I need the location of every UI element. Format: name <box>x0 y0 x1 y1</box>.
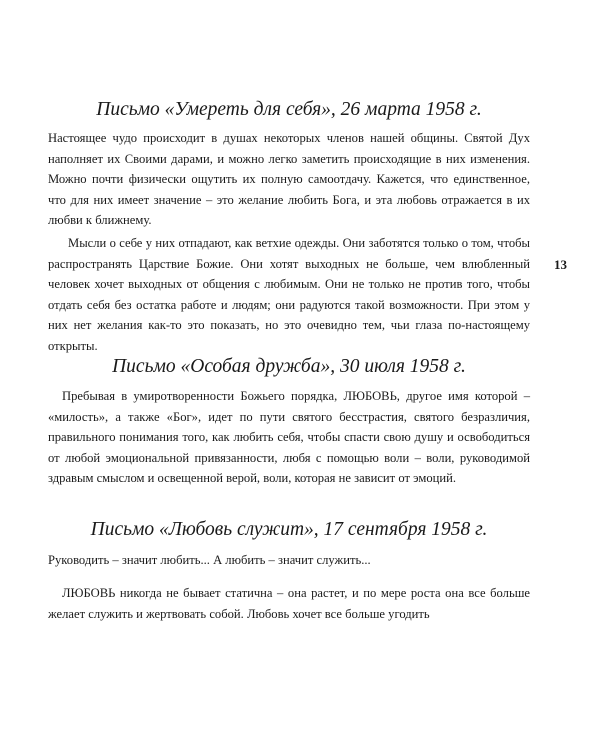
section-1-heading: Письмо «Умереть для себя», 26 марта 1958 г. <box>96 99 482 120</box>
section-1-paragraph-1: Настоящее чудо происходит в душах некоторых членов нашей общины. Святой Дух наполняет их Своими дарами, и можно легко заметить происходящие в них изменения. Можно почти физически ощутить их полную самоотдачу. Кажется, что единственное, что для них имеет значение – это желание любить Бога, и эта любовь отражается в их любви к ближнему. <box>48 131 530 227</box>
page-number: 13 <box>554 257 567 272</box>
section-3-paragraph-2: ЛЮБОВЬ никогда не бывает статична – она растет, и по мере роста она все больше желает служить и жертвовать собой. Любовь хочет все больше угодить <box>48 586 530 621</box>
section-3-heading: Письмо «Любовь служит», 17 сентября 1958 г. <box>90 519 488 540</box>
section-2-paragraph-1: Пребывая в умиротворенности Божьего порядка, ЛЮБОВЬ, другое имя которой – «милость», а также «Бог», идет по пути святого бесстрастия, святого безразличия, правильного понимания того, как любить себя, чтобы спасти свою душу и освободиться от любой эмоциональной привязанности, любя с помощью воли – воли, руководимой здравым смыслом и освещенной верой, воли, которая не зависит от эмоций. <box>48 389 530 485</box>
section-1-paragraph-2: Мысли о себе у них отпадают, как ветхие одежды. Они заботятся только о том, чтобы распространять Царствие Божие. Они хотят выходных не больше, чем влюбленный человек хочет выходных от общения с любимым. Они не только не против того, чтобы отдать себя без остатка работе и людям; они радуются такой возможности. При этом у них нет желания как-то это показать, но это очевидно тем, чьи глаза по-настоящему открыты. <box>48 236 530 353</box>
section-3-paragraph-1: Руководить – значит любить... А любить – значит служить... <box>48 553 371 567</box>
section-2-heading: Письмо «Особая дружба», 30 июля 1958 г. <box>112 356 466 377</box>
